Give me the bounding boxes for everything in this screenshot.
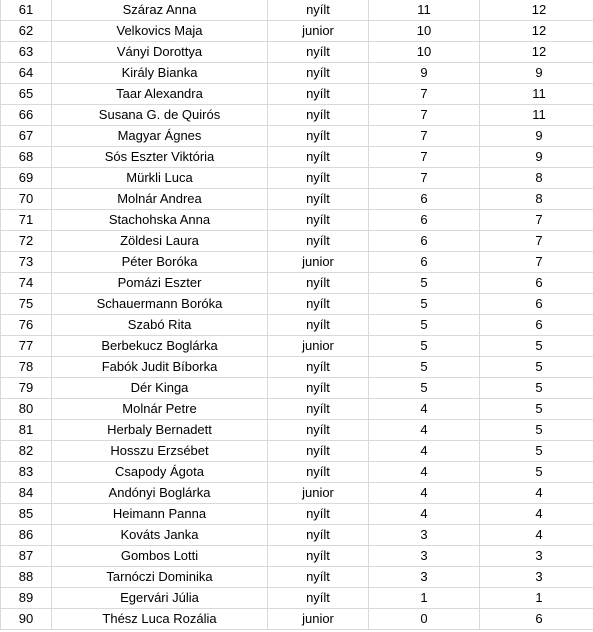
score2-cell[interactable]: 4: [480, 525, 593, 546]
category-cell[interactable]: nyílt: [268, 567, 369, 588]
rank-cell[interactable]: 82: [1, 441, 52, 462]
score1-cell[interactable]: 5: [369, 357, 480, 378]
table-row: [1, 462, 593, 483]
score2-cell[interactable]: 6: [480, 273, 593, 294]
score1-cell[interactable]: 4: [369, 420, 480, 441]
category-cell[interactable]: nyílt: [268, 84, 369, 105]
score1-cell[interactable]: 0: [369, 609, 480, 630]
category-cell[interactable]: junior: [268, 609, 369, 630]
score1-cell[interactable]: 7: [369, 126, 480, 147]
category-cell[interactable]: nyílt: [268, 147, 369, 168]
score1-cell[interactable]: 11: [369, 0, 480, 21]
score2-cell[interactable]: 9: [480, 147, 593, 168]
rank-cell[interactable]: 68: [1, 147, 52, 168]
score2-cell[interactable]: 6: [480, 315, 593, 336]
category-cell[interactable]: nyílt: [268, 42, 369, 63]
table-row: [1, 378, 593, 399]
score2-cell[interactable]: 12: [480, 21, 593, 42]
score2-cell[interactable]: 7: [480, 210, 593, 231]
rank-cell[interactable]: 88: [1, 567, 52, 588]
table-row: [1, 441, 593, 462]
table-row: [1, 504, 593, 525]
rank-cell[interactable]: 67: [1, 126, 52, 147]
table-row: [1, 126, 593, 147]
score1-cell[interactable]: 9: [369, 63, 480, 84]
name-cell[interactable]: Dér Kinga: [52, 378, 268, 399]
name-cell[interactable]: Berbekucz Boglárka: [52, 336, 268, 357]
name-cell[interactable]: Gombos Lotti: [52, 546, 268, 567]
score1-cell[interactable]: 6: [369, 210, 480, 231]
rank-cell[interactable]: 70: [1, 189, 52, 210]
rank-cell[interactable]: 72: [1, 231, 52, 252]
table-row: [1, 105, 593, 126]
score2-cell[interactable]: 8: [480, 189, 593, 210]
name-cell[interactable]: Szabó Rita: [52, 315, 268, 336]
score2-cell[interactable]: 11: [480, 105, 593, 126]
category-cell[interactable]: nyílt: [268, 399, 369, 420]
name-cell[interactable]: Király Bianka: [52, 63, 268, 84]
category-cell[interactable]: nyílt: [268, 420, 369, 441]
category-cell[interactable]: nyílt: [268, 168, 369, 189]
category-cell[interactable]: junior: [268, 21, 369, 42]
name-cell[interactable]: Száraz Anna: [52, 0, 268, 21]
rank-cell[interactable]: 64: [1, 63, 52, 84]
name-cell[interactable]: Thész Luca Rozália: [52, 609, 268, 630]
score1-cell[interactable]: 4: [369, 462, 480, 483]
score2-cell[interactable]: 9: [480, 126, 593, 147]
category-cell[interactable]: junior: [268, 336, 369, 357]
rank-cell[interactable]: 61: [1, 0, 52, 21]
rank-cell[interactable]: 78: [1, 357, 52, 378]
score2-cell[interactable]: 9: [480, 63, 593, 84]
category-cell[interactable]: junior: [268, 483, 369, 504]
score2-cell[interactable]: 12: [480, 42, 593, 63]
score2-cell[interactable]: 4: [480, 483, 593, 504]
score1-cell[interactable]: 5: [369, 336, 480, 357]
category-cell[interactable]: nyílt: [268, 105, 369, 126]
table-row: [1, 483, 593, 504]
category-cell[interactable]: nyílt: [268, 441, 369, 462]
rank-cell[interactable]: 84: [1, 483, 52, 504]
category-cell[interactable]: nyílt: [268, 126, 369, 147]
category-cell[interactable]: nyílt: [268, 273, 369, 294]
category-cell[interactable]: nyílt: [268, 504, 369, 525]
name-cell[interactable]: Andónyi Boglárka: [52, 483, 268, 504]
rank-cell[interactable]: 75: [1, 294, 52, 315]
rank-cell[interactable]: 77: [1, 336, 52, 357]
rank-cell[interactable]: 69: [1, 168, 52, 189]
score2-cell[interactable]: 5: [480, 399, 593, 420]
score1-cell[interactable]: 5: [369, 315, 480, 336]
name-cell[interactable]: Molnár Andrea: [52, 189, 268, 210]
rank-cell[interactable]: 62: [1, 21, 52, 42]
category-cell[interactable]: nyílt: [268, 378, 369, 399]
score2-cell[interactable]: 6: [480, 609, 593, 630]
category-cell[interactable]: junior: [268, 252, 369, 273]
score1-cell[interactable]: 3: [369, 567, 480, 588]
table-row: [1, 546, 593, 567]
score2-cell[interactable]: 5: [480, 462, 593, 483]
score2-cell[interactable]: 3: [480, 567, 593, 588]
name-cell[interactable]: Schauermann Boróka: [52, 294, 268, 315]
name-cell[interactable]: Sós Eszter Viktória: [52, 147, 268, 168]
table-row: [1, 0, 593, 21]
category-cell[interactable]: nyílt: [268, 462, 369, 483]
score1-cell[interactable]: 7: [369, 84, 480, 105]
table-row: [1, 315, 593, 336]
table-row: [1, 525, 593, 546]
rank-cell[interactable]: 87: [1, 546, 52, 567]
table-row: [1, 399, 593, 420]
score1-cell[interactable]: 4: [369, 504, 480, 525]
rank-cell[interactable]: 63: [1, 42, 52, 63]
name-cell[interactable]: Kováts Janka: [52, 525, 268, 546]
rank-cell[interactable]: 83: [1, 462, 52, 483]
name-cell[interactable]: Molnár Petre: [52, 399, 268, 420]
name-cell[interactable]: Herbaly Bernadett: [52, 420, 268, 441]
results-table-body: [1, 0, 593, 630]
name-cell[interactable]: Egervári Júlia: [52, 588, 268, 609]
name-cell[interactable]: Mürkli Luca: [52, 168, 268, 189]
table-row: [1, 63, 593, 84]
score1-cell[interactable]: 6: [369, 189, 480, 210]
name-cell[interactable]: Magyar Ágnes: [52, 126, 268, 147]
score1-cell[interactable]: 6: [369, 231, 480, 252]
name-cell[interactable]: Zöldesi Laura: [52, 231, 268, 252]
rank-cell[interactable]: 76: [1, 315, 52, 336]
table-row: [1, 273, 593, 294]
rank-cell[interactable]: 79: [1, 378, 52, 399]
score1-cell[interactable]: 10: [369, 21, 480, 42]
name-cell[interactable]: Stachohska Anna: [52, 210, 268, 231]
table-row: [1, 21, 593, 42]
score2-cell[interactable]: 5: [480, 441, 593, 462]
category-cell[interactable]: nyílt: [268, 63, 369, 84]
score2-cell[interactable]: 5: [480, 378, 593, 399]
score2-cell[interactable]: 5: [480, 357, 593, 378]
category-cell[interactable]: nyílt: [268, 546, 369, 567]
name-cell[interactable]: Fabók Judit Bíborka: [52, 357, 268, 378]
name-cell[interactable]: Tarnóczi Dominika: [52, 567, 268, 588]
score1-cell[interactable]: 6: [369, 252, 480, 273]
rank-cell[interactable]: 73: [1, 252, 52, 273]
score2-cell[interactable]: 8: [480, 168, 593, 189]
score2-cell[interactable]: 7: [480, 252, 593, 273]
table-row: [1, 231, 593, 252]
table-row: [1, 609, 593, 630]
score1-cell[interactable]: 3: [369, 546, 480, 567]
score1-cell[interactable]: 7: [369, 147, 480, 168]
score1-cell[interactable]: 4: [369, 483, 480, 504]
rank-cell[interactable]: 85: [1, 504, 52, 525]
rank-cell[interactable]: 86: [1, 525, 52, 546]
rank-cell[interactable]: 80: [1, 399, 52, 420]
category-cell[interactable]: nyílt: [268, 189, 369, 210]
score1-cell[interactable]: 1: [369, 588, 480, 609]
category-cell[interactable]: nyílt: [268, 588, 369, 609]
table-row: [1, 420, 593, 441]
table-row: [1, 336, 593, 357]
category-cell[interactable]: nyílt: [268, 210, 369, 231]
table-row: [1, 42, 593, 63]
score2-cell[interactable]: 12: [480, 0, 593, 21]
rank-cell[interactable]: 65: [1, 84, 52, 105]
name-cell[interactable]: Pomázi Eszter: [52, 273, 268, 294]
category-cell[interactable]: nyílt: [268, 357, 369, 378]
score1-cell[interactable]: 5: [369, 378, 480, 399]
score1-cell[interactable]: 10: [369, 42, 480, 63]
table-row: [1, 357, 593, 378]
rank-cell[interactable]: 89: [1, 588, 52, 609]
table-row: [1, 588, 593, 609]
score2-cell[interactable]: 3: [480, 546, 593, 567]
rank-cell[interactable]: 74: [1, 273, 52, 294]
score2-cell[interactable]: 4: [480, 504, 593, 525]
name-cell[interactable]: Csapody Ágota: [52, 462, 268, 483]
table-row: [1, 147, 593, 168]
name-cell[interactable]: Hosszu Erzsébet: [52, 441, 268, 462]
score2-cell[interactable]: 5: [480, 336, 593, 357]
table-row: [1, 567, 593, 588]
category-cell[interactable]: nyílt: [268, 294, 369, 315]
name-cell[interactable]: Velkovics Maja: [52, 21, 268, 42]
table-row: [1, 84, 593, 105]
table-row: [1, 189, 593, 210]
category-cell[interactable]: nyílt: [268, 315, 369, 336]
rank-cell[interactable]: 81: [1, 420, 52, 441]
score1-cell[interactable]: 3: [369, 525, 480, 546]
rank-cell[interactable]: 90: [1, 609, 52, 630]
table-row: [1, 168, 593, 189]
category-cell[interactable]: nyílt: [268, 0, 369, 21]
score2-cell[interactable]: 7: [480, 231, 593, 252]
name-cell[interactable]: Susana G. de Quirós: [52, 105, 268, 126]
rank-cell[interactable]: 71: [1, 210, 52, 231]
score2-cell[interactable]: 6: [480, 294, 593, 315]
table-row: [1, 252, 593, 273]
score1-cell[interactable]: 7: [369, 168, 480, 189]
score1-cell[interactable]: 5: [369, 273, 480, 294]
name-cell[interactable]: Ványi Dorottya: [52, 42, 268, 63]
score1-cell[interactable]: 5: [369, 294, 480, 315]
score2-cell[interactable]: 11: [480, 84, 593, 105]
category-cell[interactable]: nyílt: [268, 231, 369, 252]
name-cell[interactable]: Taar Alexandra: [52, 84, 268, 105]
category-cell[interactable]: nyílt: [268, 525, 369, 546]
table-row: [1, 294, 593, 315]
score1-cell[interactable]: 7: [369, 105, 480, 126]
score1-cell[interactable]: 4: [369, 441, 480, 462]
name-cell[interactable]: Péter Boróka: [52, 252, 268, 273]
table-row: [1, 210, 593, 231]
score2-cell[interactable]: 1: [480, 588, 593, 609]
score1-cell[interactable]: 4: [369, 399, 480, 420]
name-cell[interactable]: Heimann Panna: [52, 504, 268, 525]
rank-cell[interactable]: 66: [1, 105, 52, 126]
score2-cell[interactable]: 5: [480, 420, 593, 441]
